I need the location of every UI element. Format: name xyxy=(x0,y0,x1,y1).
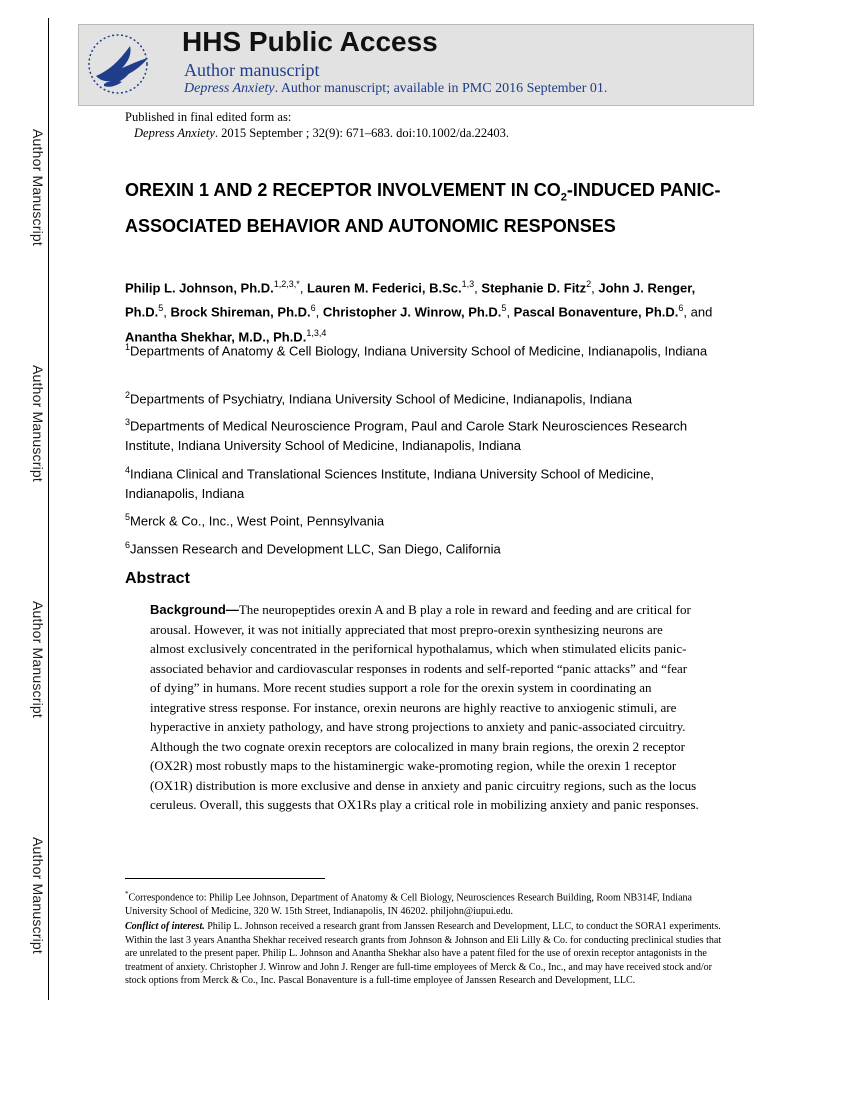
banner-journal[interactable]: Depress Anxiety xyxy=(184,81,275,96)
banner-title: HHS Public Access xyxy=(182,26,438,57)
conflict-footnote: Conflict of interest. Philip L. Johnson received a research grant from Janssen Research and Development, LLC, to conduct the SORA1 experiments. Within the last 3 years Anantha Shekhar received research grants from Johnson & Johnson and Eli Lilly & Co. for conducting preclinical studies that are unrelated to the present paper. Philip L. Johnson and Anantha Shekhar also have a patent filed for the use of orexin receptor antagonists in the treatment of anxiety. Christopher J. Winrow and John J. Renger are full-time employees of Merck & Co., Inc., and may have received stock and/or stock options from Merck & Co., Inc. Pascal Bonaventure is a full-time employee of Janssen Research and Development, LLC. xyxy=(125,921,722,986)
hhs-eagle-logo-icon xyxy=(86,30,158,98)
abstract-background xyxy=(150,600,700,815)
affiliation: $^6$Janssen Research and Development LLC, San Diego, California xyxy=(125,540,501,557)
published-journal: Depress Anxiety xyxy=(134,126,215,140)
correspondence-footnote: *Correspondence to: Philip Lee Johnson, Department of Anatomy & Cell Biology, Neurosciences Research Building, Room NB314F, Indiana University School of Medicine, 320 W. 15th Street, Indianapolis, IN 46202. philjohn@iupui.edu. xyxy=(125,890,692,917)
banner-citation-text: . Author manuscript; available in PMC 2016 September 01. xyxy=(274,81,608,96)
published-citation xyxy=(134,126,509,141)
author-name: Philip L. Johnson, Ph.D. xyxy=(125,280,274,296)
article-title: OREXIN 1 AND 2 RECEPTOR INVOLVEMENT IN $CO_2$-INDUCED PANIC-ASSOCIATED BEHAVIOR AND AUTONOMIC RESPONSES xyxy=(125,180,721,236)
author-name: Stephanie D. Fitz xyxy=(481,280,587,296)
affiliation: $^4$Indiana Clinical and Translational Sciences Institute, Indiana University School of Medicine, Indianapolis, Indiana xyxy=(125,465,654,502)
affiliation: $^5$Merck & Co., Inc., West Point, Pennsylvania xyxy=(125,512,385,529)
background-text: The neuropeptides orexin A and B play a role in reward and feeding and are critical for arousal. However, it was not initially appreciated that most prepro-orexin synthesizing neurons are almost exclusively concentrated in the perifornical hypothalamus, which when stimulated elicits panic-associated behavior and cardiovascular responses in rodents and self-reported “panic attacks” and “fear of dying” in humans. More recent studies support a role for the orexin system in coordinating an integrative stress response. For instance, orexin neurons are highly reactive to anxiogenic stimuli, are hyperactive in anxiety pathology, and have strong projections to anxiety and panic-associated circuitry. Although the two cognate orexin receptors are colocalized in many brain regions, the orexin 2 receptor (OX2R) most robustly maps to the histaminergic wake-promoting region, while the orexin 1 receptor (OX1R) distribution is more exclusive and dense in anxiety and panic circuitry regions, such as the locus ceruleus. Overall, this suggests that OX1Rs play a critical role in mobilizing anxiety and panic responses. xyxy=(150,602,699,812)
author-name: Pascal Bonaventure, Ph.D. xyxy=(513,304,679,320)
published-line: Published in final edited form as: xyxy=(125,110,292,124)
side-label: Author Manuscript xyxy=(30,601,46,719)
author-name: John J. Renger, Ph.D. xyxy=(125,280,696,320)
author-name: Anantha Shekhar, M.D., Ph.D. xyxy=(125,328,307,344)
banner-citation xyxy=(184,81,607,97)
affiliation: $^3$Departments of Medical Neuroscience Program, Paul and Carole Stark Neurosciences Research Institute, Indiana University School of Medicine, Indianapolis, Indiana xyxy=(125,417,688,454)
abstract-heading: Abstract xyxy=(125,570,190,587)
side-label: Author Manuscript xyxy=(30,129,46,247)
background-label: Background— xyxy=(150,602,239,617)
side-label: Author Manuscript xyxy=(30,365,46,483)
author-name: Lauren M. Federici, B.Sc. xyxy=(307,280,462,296)
margin-rule xyxy=(48,18,49,1000)
affiliation: $^1$Departments of Anatomy & Cell Biology, Indiana University School of Medicine, Indianapolis, Indiana xyxy=(125,342,708,359)
affiliation: $^2$Departments of Psychiatry, Indiana University School of Medicine, Indianapolis, Indiana xyxy=(125,390,632,407)
author-name: Christopher J. Winrow, Ph.D. xyxy=(322,304,502,320)
banner-subtitle: Author manuscript xyxy=(184,60,320,80)
author-list: Philip L. Johnson, Ph.D.$^{1,2,3,*}$, Lauren M. Federici, B.Sc.$^{1,3}$, Stephanie D. Fitz$^2$, John J. Renger, Ph.D.$^5$, Brock Shireman, Ph.D.$^6$, Christopher J. Winrow, Ph.D.$^5$, Pascal Bonaventure, Ph.D.$^6$, and Anantha Shekhar, M.D., Ph.D.$^{1,3,4}$ xyxy=(125,279,713,344)
author-name: Brock Shireman, Ph.D. xyxy=(170,304,311,320)
footnote-rule xyxy=(125,878,325,879)
published-details: . 2015 September ; 32(9): 671–683. doi:10.1002/da.22403. xyxy=(214,126,509,140)
conflict-label: Conflict of interest. xyxy=(125,921,205,932)
side-label: Author Manuscript xyxy=(30,837,46,955)
